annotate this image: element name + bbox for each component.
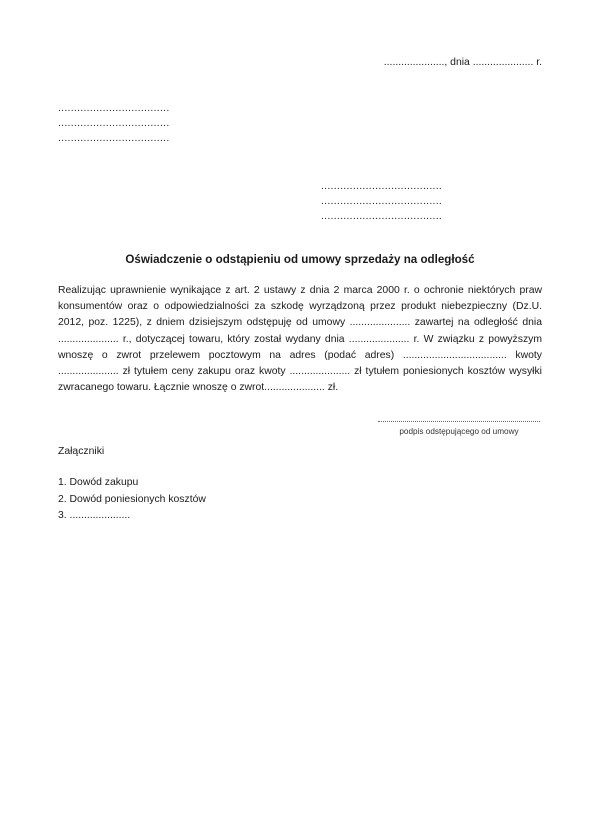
attachments-heading: Załączniki <box>58 446 105 457</box>
recipient-line: ...................................... <box>321 181 443 192</box>
sender-line: ................................... <box>58 118 170 129</box>
signature-caption: podpis odstępującego od umowy <box>399 427 519 436</box>
signature-block <box>378 421 540 436</box>
recipient-address-block <box>321 179 442 224</box>
signature-line <box>378 421 540 422</box>
document-title: Oświadczenie o odstąpieniu od umowy sprzedaży na odległość <box>125 253 475 266</box>
attachment-item: 2. Dowód poniesionych kosztów <box>58 493 206 505</box>
place-date-line: ....................., dnia ..................... r. <box>383 57 542 68</box>
document-body: Realizując uprawnienie wynikające z art. 2 ustawy z dnia 2 marca 2000 r. o ochronie niektórych praw konsumentów oraz o odpowiedzialności za szkodę wyrządzoną przez produkt niebezpieczny (Dz.U. 2012, poz. 1225), z dniem dzisiejszym odstępuję od umowy ..................... zawartej na odległość dnia ..................... r., dotyczącej towaru, który został wydany dnia ..................... r. W związku z powyższym wnoszę o zwrot przelewem pocztowym na adres (podać adres) .................................... kwoty ..................... zł tytułem ceny zakupu oraz kwoty ..................... zł tytułem poniesionych kosztów wysyłki zwracanego towaru. Łącznie wnoszę o zwrot..................... zł. <box>58 285 542 394</box>
recipient-line: ...................................... <box>321 196 443 207</box>
sender-address-block <box>58 101 170 146</box>
attachment-item: 3. ..................... <box>58 510 131 521</box>
attachment-item: 1. Dowód zakupu <box>58 477 139 488</box>
attachments-list <box>58 475 206 525</box>
sender-line: ................................... <box>58 133 170 144</box>
recipient-line: ...................................... <box>321 211 443 222</box>
sender-line: ................................... <box>58 103 170 114</box>
